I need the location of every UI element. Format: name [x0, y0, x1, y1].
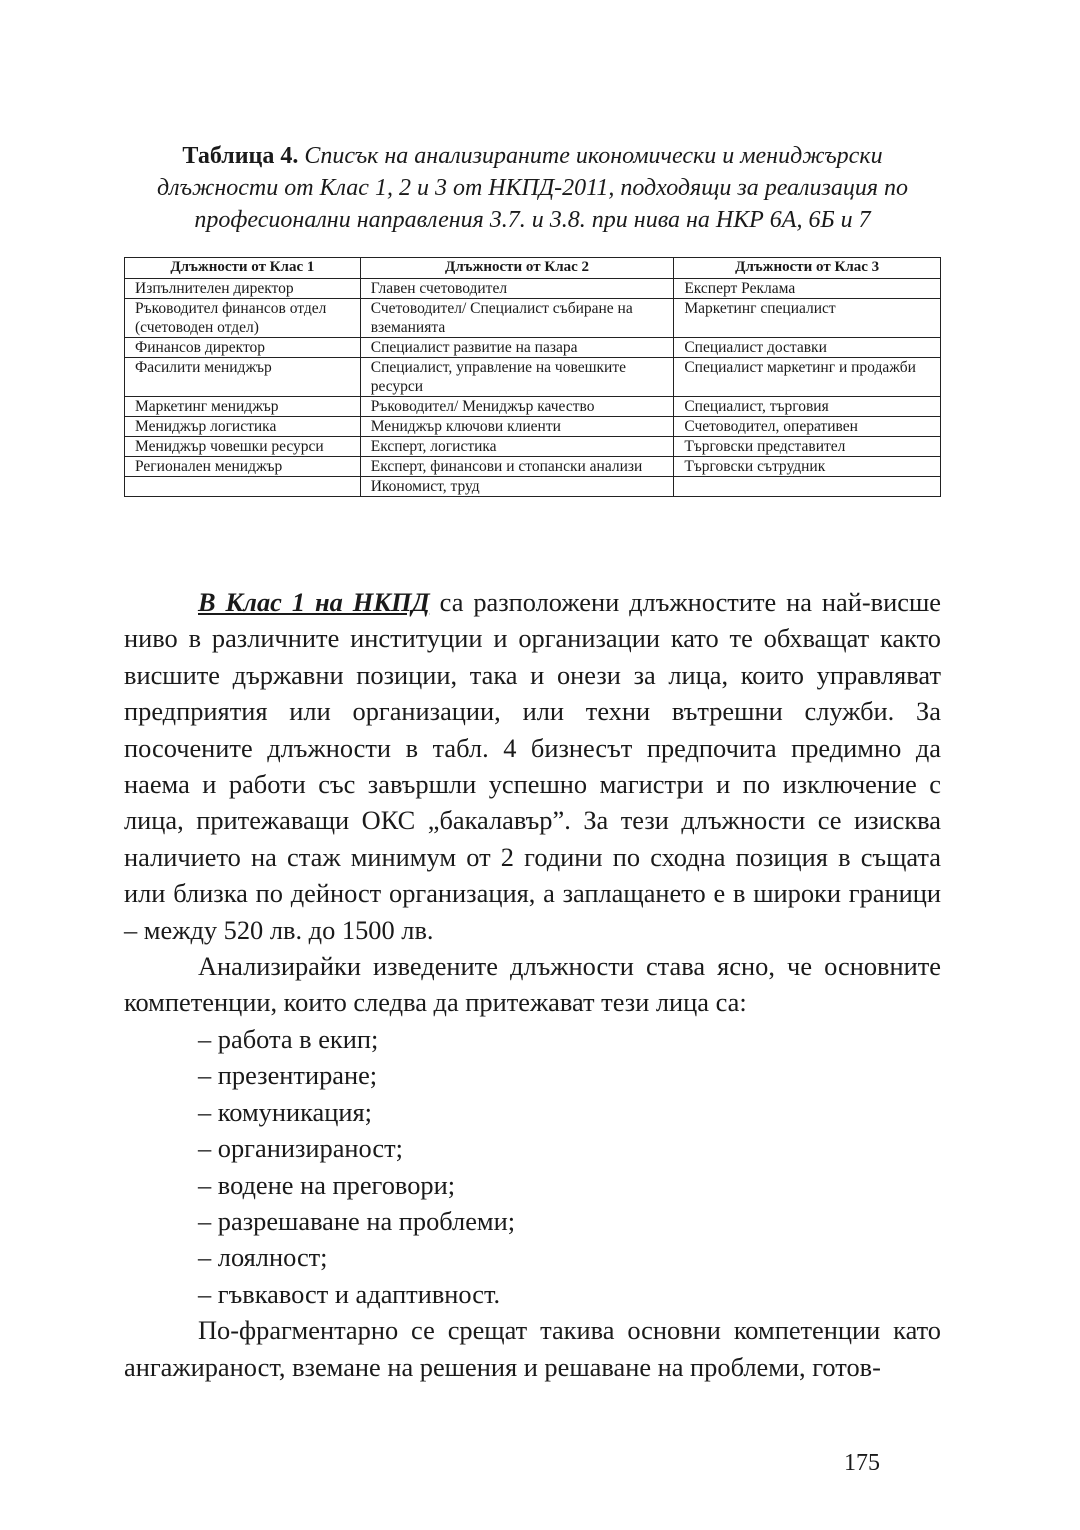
table-cell: Фасилити мениджър — [125, 358, 361, 397]
table-row — [125, 397, 941, 417]
table-cell: Финансов директор — [125, 338, 361, 358]
paragraph-class-1 — [124, 584, 941, 948]
list-item: – презентиране; — [198, 1060, 378, 1091]
table-cell — [674, 477, 941, 497]
list-item: – организираност; — [198, 1133, 403, 1164]
table-cell: Експерт, финансови и стопански анализи — [360, 457, 674, 477]
table-caption — [124, 140, 941, 236]
table-cell: Специалист, управление на човешките ресурси — [360, 358, 674, 397]
table-cell: Мениджър човешки ресурси — [125, 437, 361, 457]
table-cell: Мениджър ключови клиенти — [360, 417, 674, 437]
table-cell: Счетоводител, оперативен — [674, 417, 941, 437]
table-row — [125, 279, 941, 299]
table-cell: Икономист, труд — [360, 477, 674, 497]
competencies-list — [124, 1021, 941, 1312]
positions-table — [124, 257, 941, 497]
paragraph-text: са разположени длъжностите на най-висше ниво в различните институции и организации като те обхващат както висшите държавни позиции, така и онези за лица, които управляват предприятия или организации, или техни вътрешни служби. За посочените длъжности в табл. 4 бизнесът предпочита предимно да наема и работи със завършли успешно магистри и по изключение с лица, притежаващи ОКС „бакалавър”. За тези длъжности се изисква наличието на стаж минимум от 2 години по сходна позиция в същата или близка по дейност организация, а заплащането е в широки граници – между 520 лв. до 1500 лв. — [124, 587, 941, 945]
table-cell: Търговски сътрудник — [674, 457, 941, 477]
table-cell — [125, 477, 361, 497]
table-cell: Регионален мениджър — [125, 457, 361, 477]
table-row — [125, 338, 941, 358]
table-cell: Изпълнителен директор — [125, 279, 361, 299]
table-cell: Ръководител/ Мениджър качество — [360, 397, 674, 417]
table-row — [125, 457, 941, 477]
table-cell: Търговски представител — [674, 437, 941, 457]
table-cell: Маркетинг мениджър — [125, 397, 361, 417]
list-item: – работа в екип; — [198, 1023, 379, 1054]
table-cell: Мениджър логистика — [125, 417, 361, 437]
body-text — [124, 584, 941, 1385]
table-cell: Специалист маркетинг и продажби — [674, 358, 941, 397]
list-item: – лоялност; — [198, 1242, 328, 1273]
list-item: – водене на преговори; — [198, 1169, 456, 1200]
page-number: 175 — [844, 1450, 880, 1476]
table-cell: Счетоводител/ Специалист събиране на вземанията — [360, 299, 674, 338]
paragraph-competencies: Анализирайки изведените длъжности става ясно, че основните компетенции, които следва да притежават тези лица са: — [124, 951, 941, 1018]
table-cell: Експерт, логистика — [360, 437, 674, 457]
table-cell: Специалист, търговия — [674, 397, 941, 417]
header-class-1: Длъжности от Клас 1 — [125, 258, 361, 279]
paragraph-fragmentary: По-фрагментарно се срещат такива основни компетенции като ангажираност, вземане на решения и решаване на проблеми, готов- — [124, 1315, 941, 1382]
table-cell: Ръководител финансов отдел (счетоводен отдел) — [125, 299, 361, 338]
table-row — [125, 299, 941, 338]
table-row — [125, 477, 941, 497]
table-cell: Специалист доставки — [674, 338, 941, 358]
table-row — [125, 358, 941, 397]
table-row — [125, 437, 941, 457]
table-cell: Маркетинг специалист — [674, 299, 941, 338]
paragraph-lead: В Клас 1 на НКПД — [198, 587, 430, 617]
header-class-3: Длъжности от Клас 3 — [674, 258, 941, 279]
list-item: – гъвкавост и адаптивност. — [198, 1278, 501, 1309]
list-item: – разрешаване на проблеми; — [198, 1205, 516, 1236]
caption-text: Списък на анализираните икономически и мениджърски длъжности от Клас 1, 2 и 3 от НКПД-2011, подходящи за реализация по професионални направления 3.7. и 3.8. при нива на НКР 6А, 6Б и 7 — [156, 143, 909, 233]
table-cell: Експерт Реклама — [674, 279, 941, 299]
table-row — [125, 417, 941, 437]
list-item: – комуникация; — [198, 1096, 372, 1127]
header-class-2: Длъжности от Клас 2 — [360, 258, 674, 279]
caption-label: Таблица 4. — [182, 143, 299, 169]
table-cell: Главен счетоводител — [360, 279, 674, 299]
table-header-row — [125, 258, 941, 279]
table-cell: Специалист развитие на пазара — [360, 338, 674, 358]
